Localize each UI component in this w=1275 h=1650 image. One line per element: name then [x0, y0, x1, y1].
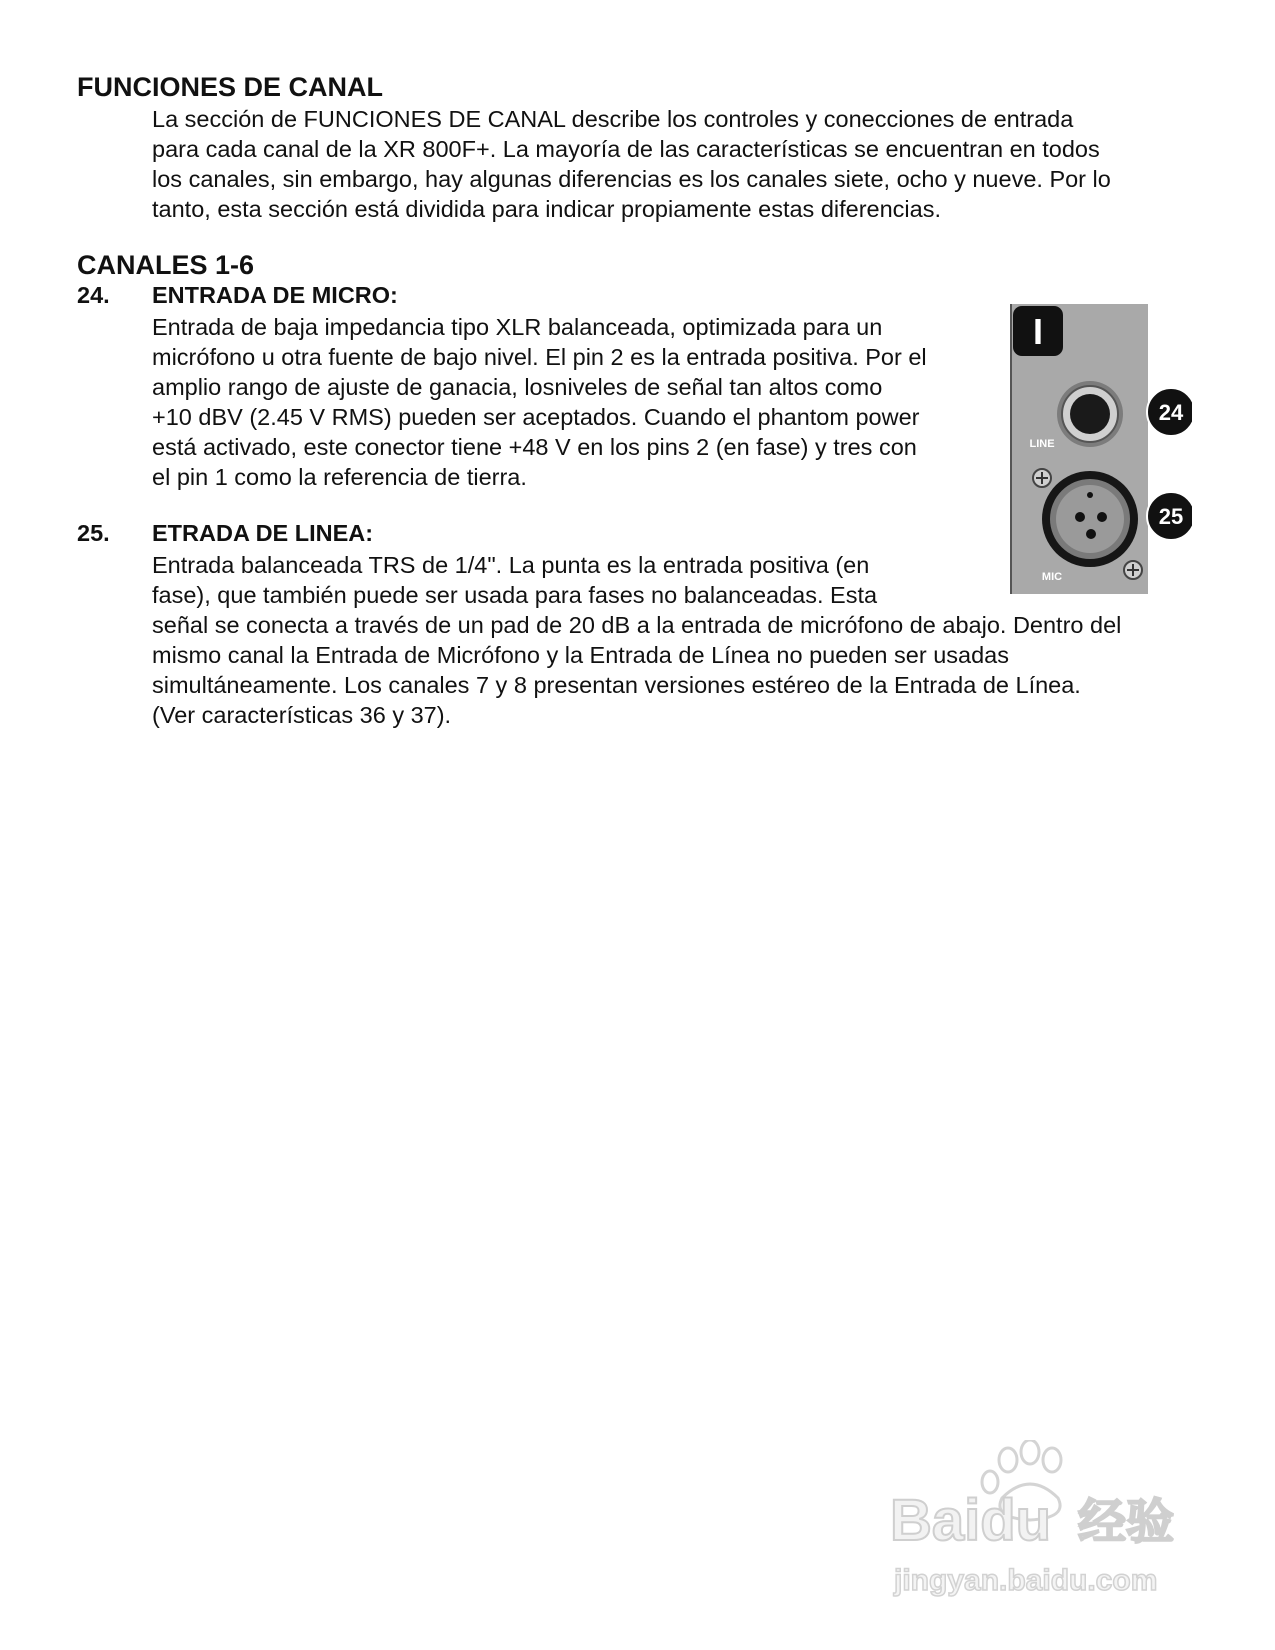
item-paragraph — [152, 550, 1121, 730]
item-line: +10 dBV (2.45 V RMS) pueden ser aceptados. Cuando el phantom power — [152, 404, 920, 430]
baidu-url: jingyan.baidu.com — [894, 1564, 1158, 1597]
item-line: (Ver características 36 y 37). — [152, 702, 452, 728]
callout-24-label: 24 — [1158, 400, 1184, 425]
baidu-watermark — [890, 1440, 1210, 1610]
item-title: ETRADA DE LINEA: — [152, 520, 374, 546]
baidu-brand-cn: 经验 — [1078, 1494, 1175, 1550]
item-line: Entrada balanceada TRS de 1/4". La punta es la entrada positiva (en — [152, 552, 870, 578]
item-line: fase), que también puede ser usada para fases no balanceadas. Esta — [152, 582, 878, 608]
mic-label: MIC — [1041, 571, 1063, 583]
section-title: FUNCIONES DE CANAL — [77, 72, 384, 102]
channel-input-panel-figure — [1010, 304, 1192, 594]
channel-number-label: I — [1032, 311, 1044, 352]
item-number: 25. — [77, 520, 110, 546]
item-line: Entrada de baja impedancia tipo XLR balanceada, optimizada para un — [152, 314, 883, 340]
xlr-jack-icon — [1042, 471, 1138, 567]
screw-icon — [1124, 561, 1142, 579]
screw-icon — [1033, 469, 1051, 487]
item-line: el pin 1 como la referencia de tierra. — [152, 464, 527, 490]
item-paragraph — [152, 312, 927, 492]
item-line: simultáneamente. Los canales 7 y 8 presentan versiones estéreo de la Entrada de Línea. — [152, 672, 1081, 698]
callout-25-label: 25 — [1158, 504, 1184, 529]
item-line: mismo canal la Entrada de Micrófono y la Entrada de Línea no pueden ser usadas — [152, 642, 1009, 668]
callout-24 — [1147, 388, 1192, 436]
subsection-title: CANALES 1-6 — [77, 250, 255, 280]
item-number: 24. — [77, 282, 110, 308]
line-jack-icon — [1057, 381, 1123, 447]
intro-line: para cada canal de la XR 800F+. La mayoría de las características se encuentran en todos — [152, 136, 1100, 162]
line-label: LINE — [1029, 438, 1055, 450]
intro-line: La sección de FUNCIONES DE CANAL describe los controles y conecciones de entrada — [152, 106, 1074, 132]
item-line: micrófono u otra fuente de bajo nivel. El pin 2 es la entrada positiva. Por el — [152, 344, 927, 370]
intro-line: tanto, esta sección está dividida para indicar propiamente estas diferencias. — [152, 196, 942, 222]
intro-line: los canales, sin embargo, hay algunas diferencias es los canales siete, ocho y nueve. Por lo — [152, 166, 1111, 192]
item-line: señal se conecta a través de un pad de 20 dB a la entrada de micrófono de abajo. Dentro del — [152, 612, 1122, 638]
callout-25 — [1147, 492, 1192, 540]
intro-paragraph — [152, 104, 1111, 224]
item-title: ENTRADA DE MICRO: — [152, 282, 398, 308]
item-line: amplio rango de ajuste de ganacia, losniveles de señal tan altos como — [152, 374, 883, 400]
baidu-brand: Baidu — [890, 1488, 1052, 1553]
item-line: está activado, este conector tiene +48 V en los pins 2 (en fase) y tres con — [152, 434, 917, 460]
